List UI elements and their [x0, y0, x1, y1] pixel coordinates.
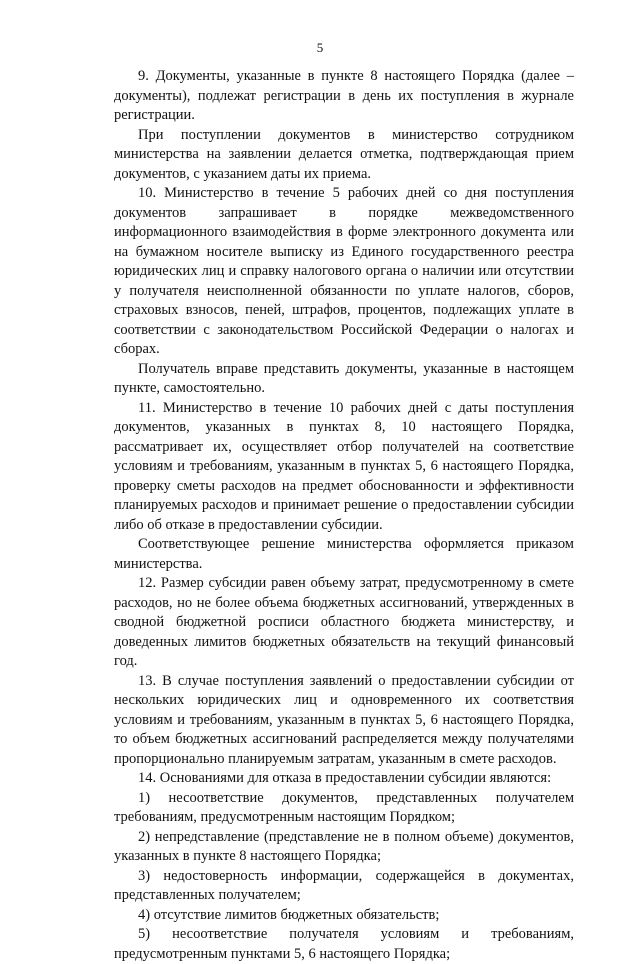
- paragraph-11-note: Соответствующее решение министерства оформляется приказом министерства.: [114, 536, 574, 572]
- paragraph-13: 13. В случае поступления заявлений о предоставлении субсидии от нескольких юридических лиц и одновременного их соответствия условиям и требованиям, указанным в пунктах 5, 6 настоящего Порядка, то объем бюджетных ассигнований распределяется между получателями пропорционально планируемым затратам, указанным в смете расходов.: [114, 672, 574, 767]
- list-item-4: 4) отсутствие лимитов бюджетных обязательств;: [138, 906, 440, 923]
- paragraph-10-note: Получатель вправе представить документы, указанные в настоящем пункте, самостоятельно.: [114, 360, 574, 396]
- list-item-3: 3) недостоверность информации, содержащейся в документах, представленных получателем;: [114, 867, 574, 903]
- paragraph-11: 11. Министерство в течение 10 рабочих дней с даты поступления документов, указанных в пунктах 8, 10 настоящего Порядка, рассматривает их, осуществляет отбор получателей на соответствие условиям и требованиям, указанным в пунктах 5, 6 настоящего Порядка, проверку сметы расходов на предмет обоснованности и эффективности планируемых расходов и принимает решение о предоставлении субсидии либо об отказе в предоставлении субсидии.: [114, 399, 574, 533]
- list-item-2: 2) непредставление (представление не в полном объеме) документов, указанных в пункте 8 настоящего Порядка;: [114, 828, 574, 864]
- paragraph-12: 12. Размер субсидии равен объему затрат, предусмотренному в смете расходов, но не более объема бюджетных ассигнований, утвержденных в сводной бюджетной росписи областного бюджета министерству, и доведенных лимитов бюджетных обязательств на текущий финансовый год.: [114, 575, 574, 669]
- document-body: [114, 67, 574, 964]
- list-item-5: 5) несоответствие получателя условиям и требованиям, предусмотренным пунктами 5, 6 настоящего Порядка;: [114, 926, 574, 962]
- paragraph-14: 14. Основаниями для отказа в предоставлении субсидии являются:: [138, 770, 552, 786]
- paragraph-10: 10. Министерство в течение 5 рабочих дней со дня поступления документов запрашивает в порядке межведомственного информационного взаимодействия в форме электронного документа или на бумажном носителе выписку из Единого государственного реестра юридических лиц и справку налогового органа о наличии или отсутствии у получателя неисполненной обязанности по уплате налогов, сборов, страховых взносов, пеней, штрафов, процентов, подлежащих уплате в соответствии с законодательством Российской Федерации о налогах и сборах.: [114, 185, 574, 357]
- paragraph-9: 9. Документы, указанные в пункте 8 настоящего Порядка (далее – документы), подлежат регистрации в день их поступления в журнале регистрации.: [114, 68, 574, 123]
- paragraph-9-note: При поступлении документов в министерство сотрудником министерства на заявлении делается отметка, подтверждающая прием документов, с указанием даты их приема.: [114, 126, 574, 182]
- page-number: 5: [316, 40, 324, 55]
- list-item-1: 1) несоответствие документов, представленных получателем требованиям, предусмотренным настоящим Порядком;: [114, 789, 574, 825]
